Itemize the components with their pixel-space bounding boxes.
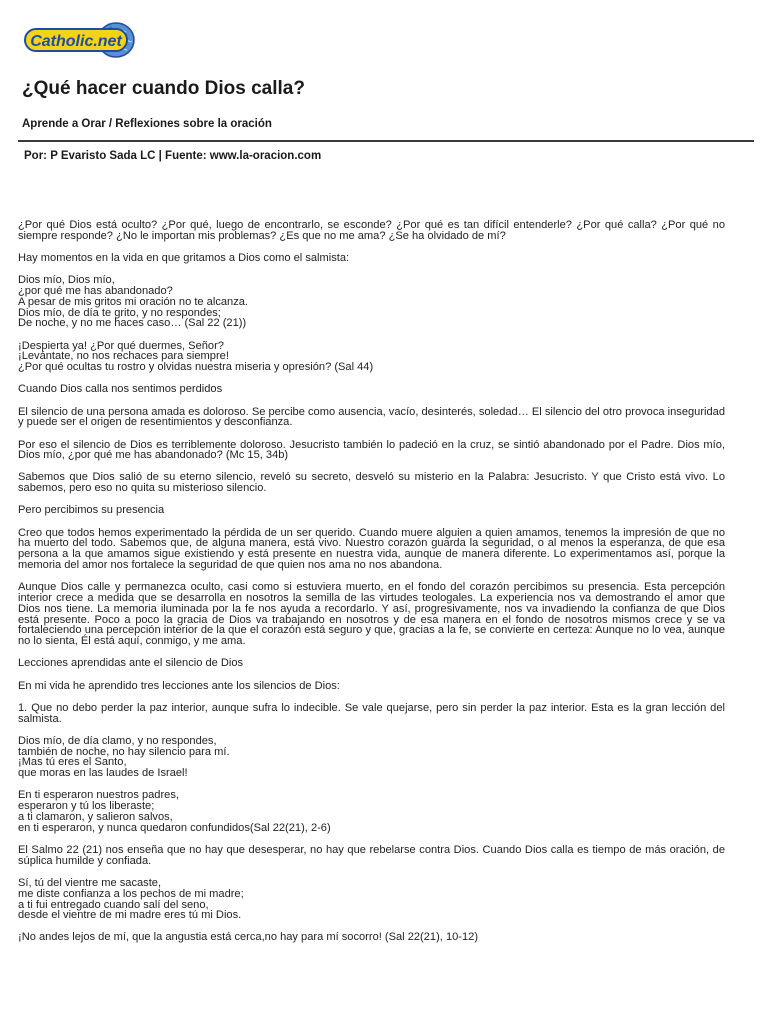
header-divider [18,140,754,142]
verse-line: ¡Levántate, no nos rechaces para siempre! [18,350,229,363]
verse-line: a ti clamaron, y salieron salvos, [18,810,173,823]
psalm-quote [18,341,725,373]
verse-line: Dios mío, Dios mío, [18,274,115,287]
page-title: ¿Qué hacer cuando Dios calla? [22,78,305,99]
psalm-quote [18,275,725,329]
verse-line: en ti esperaron, y nunca quedaron confundidos(Sal 22(21), 2-6) [18,821,331,834]
verse-line: En ti esperaron nuestros padres, [18,789,179,802]
paragraph: Hay momentos en la vida en que gritamos a Dios como el salmista: [18,251,350,264]
author-byline: Por: P Evaristo Sada LC | Fuente: www.la-oracion.com [24,150,322,162]
verse-line: ¡Mas tú eres el Santo, [18,756,127,769]
section-heading: Lecciones aprendidas ante el silencio de Dios [18,657,244,670]
paragraph: Por eso el silencio de Dios es terriblemente doloroso. Jesucristo también lo padeció en la cruz, se sintió abandonado por el Padre. Dios mío, Dios mío, ¿por qué me has abandonado? (Mc 15, 34b) [18,438,725,462]
verse-line: ¿Por qué ocultas tu rostro y olvidas nuestra miseria y opresión? (Sal 44) [18,361,374,374]
site-logo[interactable] [22,18,142,66]
verse-line: que moras en las laudes de Israel! [18,767,188,780]
section-heading: Pero percibimos su presencia [18,504,165,517]
verse-line: De noche, y no me haces caso… (Sal 22 (21)) [18,317,247,330]
verse-line: a ti fui entregado cuando salí del seno, [18,898,209,911]
paragraph: 1. Que no debo perder la paz interior, aunque sufra lo indecible. Se vale quejarse, pero sin perder la paz interior. Esta es la gran lección del salmista. [18,701,725,725]
logo-wordmark: Catholic.net [30,33,122,50]
verse-line: A pesar de mis gritos mi oración no te alcanza. [18,295,248,308]
verse-line: Sí, tú del vientre me sacaste, [18,876,162,889]
verse-line: esperaron y tú los liberaste; [18,800,155,813]
verse-line: Dios mío, de día clamo, y no respondes, [18,734,217,747]
verse-line: desde el vientre de mi madre eres tú mi Dios. [18,909,242,922]
paragraph: El Salmo 22 (21) nos enseña que no hay que desesperar, no hay que rebelarse contra Dios. Cuando Dios calla es tiempo de más oración, de súplica humilde y confiada. [18,843,725,867]
psalm-quote [18,790,725,833]
verse-line: ¡Despierta ya! ¿Por qué duermes, Señor? [18,339,224,352]
verse-line: Dios mío, de día te grito, y no respondes; [18,306,221,319]
paragraph: ¡No andes lejos de mí, que la angustia está cerca,no hay para mí socorro! (Sal 22(21), 10-12) [18,931,479,944]
psalm-quote [18,736,725,779]
paragraph: En mi vida he aprendido tres lecciones ante los silencios de Dios: [18,679,340,692]
psalm-quote [18,878,725,921]
verse-line: me diste confianza a los pechos de mi madre; [18,887,244,900]
verse-line: también de noche, no hay silencio para mí. [18,745,230,758]
paragraph: Creo que todos hemos experimentado la pérdida de un ser querido. Cuando muere alguien a quien amamos, tenemos la impresión de que no ha muerto del todo. Sabemos que, de alguna manera, está vivo. Nuestro corazón guarda la seguridad, o al menos la esperanza, de que esa persona a la que amamos sigue existiendo y está presente en nuestra vida, aunque de manera diferente. Lo experimentamos así, porque la memoria del amor nos fortalece la seguridad de que quien nos ama no nos abandona. [18,526,725,572]
category-breadcrumb[interactable]: Aprende a Orar / Reflexiones sobre la oración [22,118,272,130]
paragraph: El silencio de una persona amada es doloroso. Se percibe como ausencia, vacío, desinterés, soledad… El silencio del otro provoca inseguridad y puede ser el origen de resentimientos y desconfianza. [18,405,725,429]
verse-line: ¿por qué me has abandonado? [18,284,173,297]
article-body [18,220,725,955]
section-heading: Cuando Dios calla nos sentimos perdidos [18,383,223,396]
paragraph: Aunque Dios calle y permanezca oculto, casi como si estuviera muerto, en el fondo del corazón percibimos su presencia. Esta percepción interior crece a medida que se desarrolla en nosotros la semilla de las virtudes teologales. La experiencia nos va demostrando el amor que Dios nos tiene. La memoria iluminada por la fe nos ayuda a recordarlo. Y así, progresivamente, nos va invadiendo la confianza de que Dios está presente. Poco a poco la gracia de Dios va trabajando en nosotros y de esa manera en el fondo de nosotros mismos crece y se va fortaleciendo una percepción interior de la que el corazón está seguro y que, gracias a la fe, se convierte en certeza: Aunque no lo vea, aunque no lo sienta, Él está aquí, conmigo, y me ama. [18,581,725,648]
paragraph: ¿Por qué Dios está oculto? ¿Por qué, luego de encontrarlo, se esconde? ¿Por qué es tan difícil entenderle? ¿Por qué calla? ¿Por qué no siempre responde? ¿No le importan mis problemas? ¿Es que no me ama? ¿Se ha olvidado de mí? [18,219,725,242]
paragraph: Sabemos que Dios salió de su eterno silencio, reveló su secreto, desveló su misterio en la Palabra: Jesucristo. Y que Cristo está vivo. Lo sabemos, pero eso no quita su misterioso silencio. [18,471,725,495]
